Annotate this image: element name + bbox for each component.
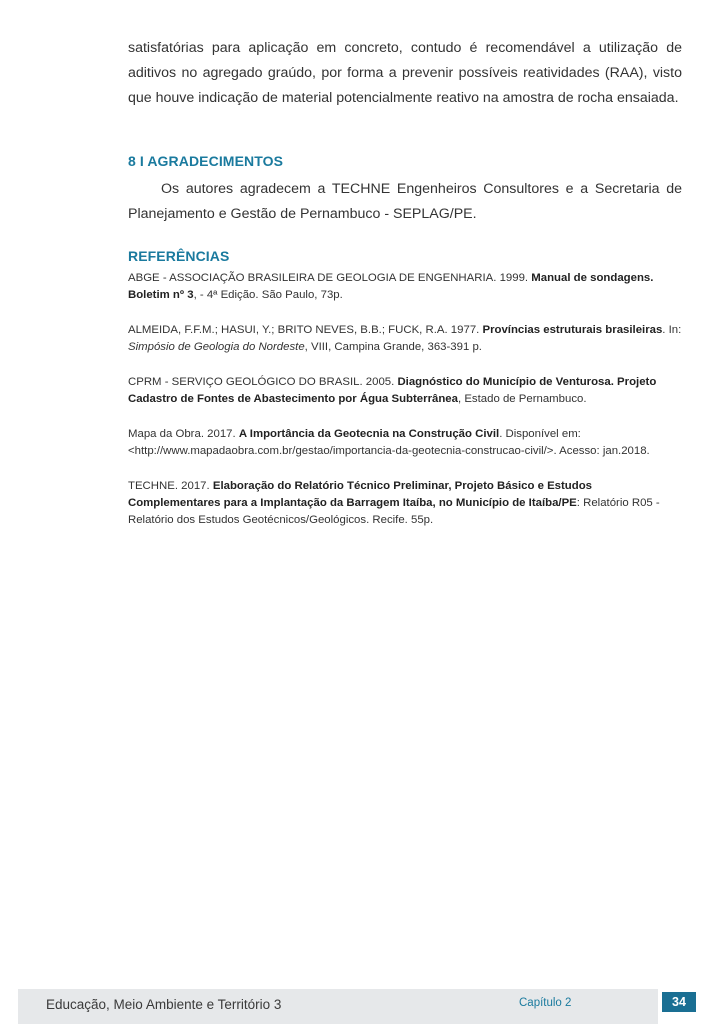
reference-text: ABGE - ASSOCIAÇÃO BRASILEIRA DE GEOLOGIA DE ENGENHARIA. 1999. <box>128 272 532 284</box>
references-list <box>128 270 682 529</box>
reference-text: TECHNE. 2017. <box>128 480 213 492</box>
reference-text: . In: <box>662 324 682 336</box>
reference-text: Manual de sondagens. Boletim nº 3 <box>128 272 654 301</box>
reference-item <box>128 374 682 408</box>
page-footer <box>0 989 724 1024</box>
reference-item <box>128 270 682 304</box>
footer-book-title: Educação, Meio Ambiente e Território 3 <box>46 997 282 1012</box>
page-number: 34 <box>662 992 696 1012</box>
reference-text: ALMEIDA, F.F.M.; HASUI, Y.; BRITO NEVES, B.B.; FUCK, R.A. 1977. <box>128 324 483 336</box>
references-heading: REFERÊNCIAS <box>128 248 230 264</box>
reference-text: : Relatório R05 - Relatório dos Estudos Geotécnicos/Geológicos. Recife. 55p. <box>128 497 660 526</box>
intro-paragraph: satisfatórias para aplicação em concreto, contudo é recomendável a utilização de aditivos no agregado graúdo, por forma a prevenir possíveis reatividades (RAA), visto que houve indicação de material potencialmente reativo na amostra de rocha ensaiada. <box>128 40 682 106</box>
reference-text: Simpósio de Geologia do Nordeste <box>128 341 305 353</box>
reference-text: Diagnóstico do Município de Venturosa. Projeto Cadastro de Fontes de Abastecimento por Água Subterrânea <box>128 376 657 405</box>
reference-text: , Estado de Pernambuco. <box>457 393 587 405</box>
reference-item <box>128 426 682 460</box>
reference-item <box>128 478 682 529</box>
reference-text: Elaboração do Relatório Técnico Preliminar, Projeto Básico e Estudos Complementares para a Implantação da Barragem Itaíba, no Município de Itaíba/PE <box>128 480 593 509</box>
reference-text: Mapa da Obra. 2017. <box>128 428 239 440</box>
reference-text: CPRM - SERVIÇO GEOLÓGICO DO BRASIL. 2005. <box>128 376 398 388</box>
reference-text: . Disponível em: <http://www.mapadaobra.com.br/gestao/importancia-da-geotecnia-construcao-civil/>. Acesso: jan.2018. <box>128 428 650 457</box>
page-content <box>128 36 682 547</box>
reference-text: A Importância da Geotecnia na Construção Civil <box>238 428 500 440</box>
footer-chapter: Capítulo 2 <box>519 997 572 1009</box>
reference-text: , - 4ª Edição. São Paulo, 73p. <box>193 289 343 301</box>
acknowledgements-text: Os autores agradecem a TECHNE Engenheiros Consultores e a Secretaria de Planejamento e Gestão de Pernambuco - SEPLAG/PE. <box>128 181 682 222</box>
reference-text: Províncias estruturais brasileiras <box>482 324 663 336</box>
reference-item <box>128 322 682 356</box>
reference-text: , VIII, Campina Grande, 363-391 p. <box>304 341 482 353</box>
acknowledgements-heading: 8 I AGRADECIMENTOS <box>128 153 284 169</box>
